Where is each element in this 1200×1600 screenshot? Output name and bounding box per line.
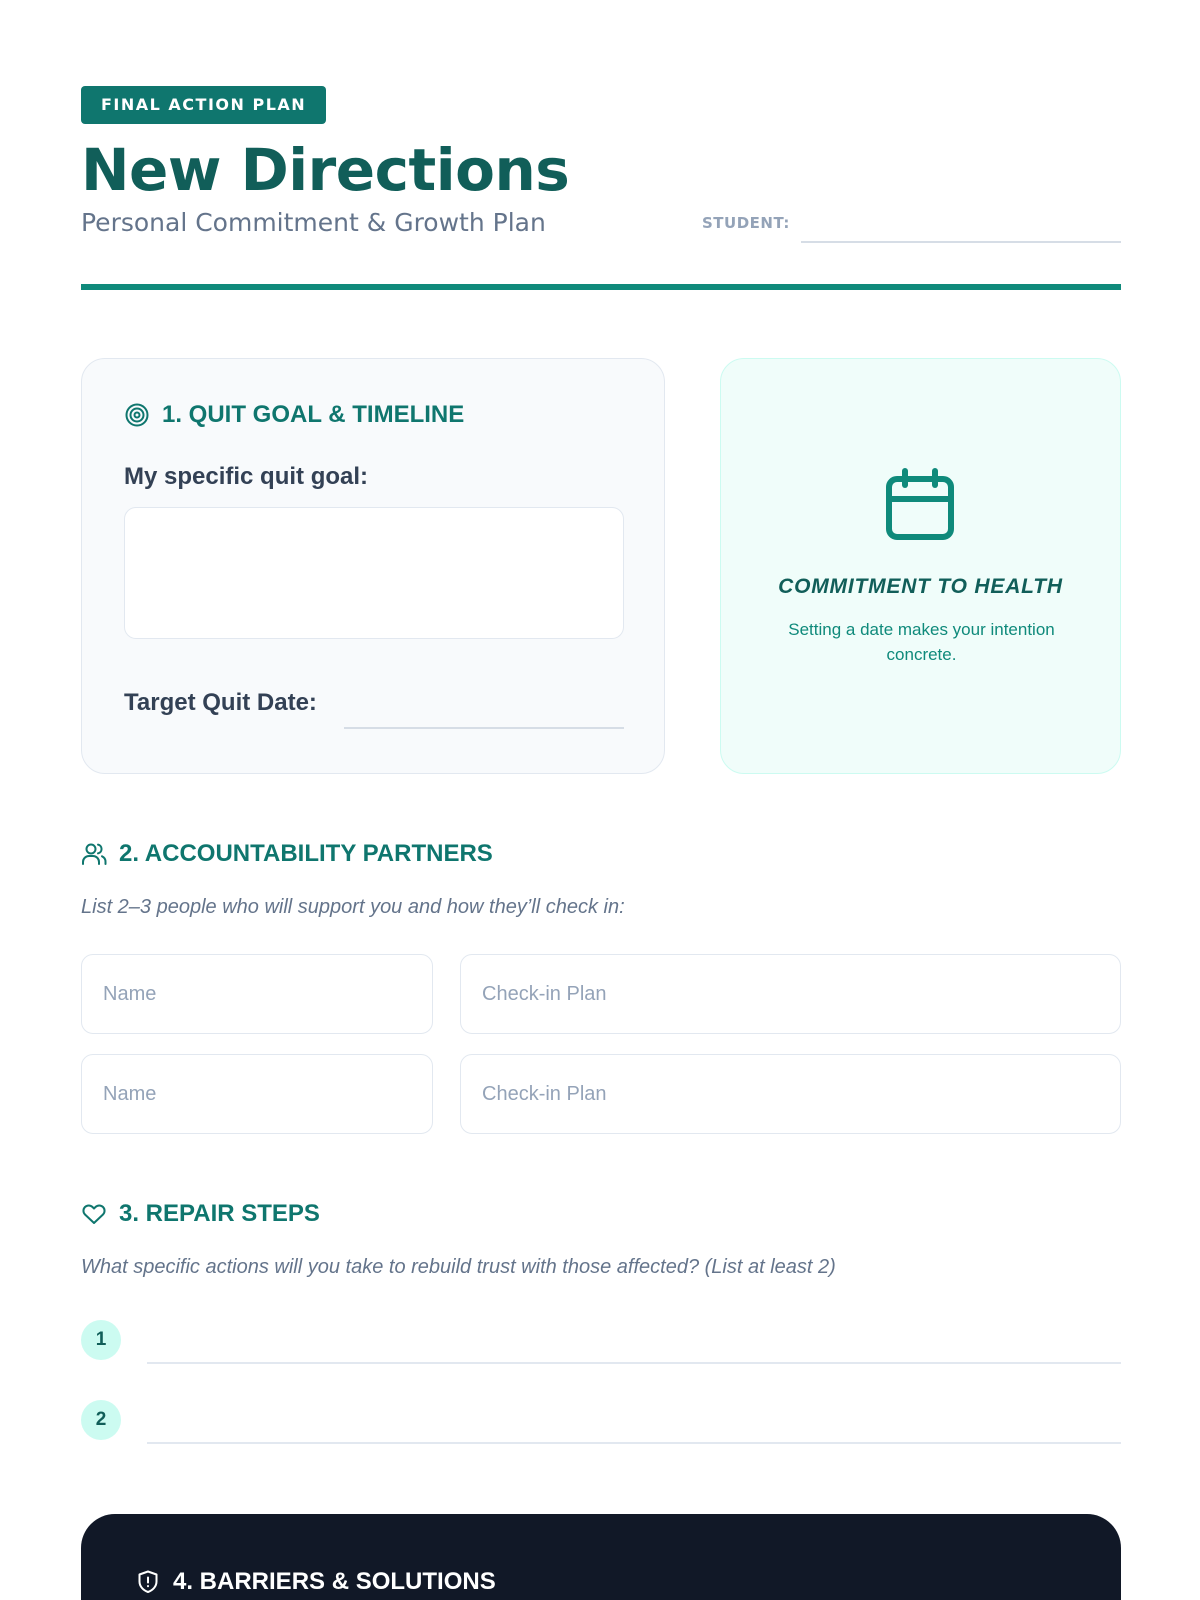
repair-step-field[interactable] [147, 1442, 1121, 1444]
partner-name-input[interactable]: Name [81, 954, 433, 1034]
commitment-card [720, 358, 1121, 774]
quit-goal-card [81, 358, 665, 774]
page-title: New Directions [81, 136, 570, 204]
partner-name-input[interactable]: Name [81, 1054, 433, 1134]
repair-steps-section [81, 1200, 836, 1278]
step-number-badge: 2 [81, 1400, 121, 1440]
section-quit-goal-title: 1. QUIT GOAL & TIMELINE [162, 401, 465, 428]
quit-date-label: Target Quit Date: [124, 689, 317, 716]
quit-goal-input[interactable] [124, 507, 624, 639]
repair-description: What specific actions will you take to rebuild trust with those affected? (List at least 2) [81, 1256, 836, 1278]
section-accountability-title: 2. ACCOUNTABILITY PARTNERS [119, 840, 493, 867]
section-repair-heading [81, 1200, 320, 1228]
step-number-badge: 1 [81, 1320, 121, 1360]
heart-icon [81, 1201, 107, 1227]
accountability-description: List 2–3 people who will support you and how they’ll check in: [81, 896, 625, 918]
target-icon [124, 402, 150, 428]
section-barriers-heading [135, 1568, 496, 1596]
repair-step-row [81, 1400, 1121, 1444]
repair-step-field[interactable] [147, 1362, 1121, 1364]
student-label: STUDENT: [702, 214, 790, 232]
commitment-title: COMMITMENT TO HEALTH [778, 575, 1063, 598]
page-subtitle: Personal Commitment & Growth Plan [81, 208, 546, 237]
partner-checkin-input[interactable]: Check-in Plan [460, 1054, 1121, 1134]
calendar-icon [883, 467, 957, 541]
student-name-field[interactable] [801, 241, 1121, 243]
accountability-section [81, 840, 625, 918]
action-plan-page [81, 86, 1121, 1595]
shield-icon [135, 1569, 161, 1595]
section-barriers-title: 4. BARRIERS & SOLUTIONS [173, 1568, 496, 1595]
section-quit-goal-heading [124, 401, 464, 429]
quit-date-field[interactable] [344, 727, 624, 729]
barriers-panel [81, 1514, 1121, 1600]
commitment-text: Setting a date makes your intention concrete. [788, 620, 1055, 664]
section-accountability-heading [81, 840, 493, 868]
partner-checkin-input[interactable]: Check-in Plan [460, 954, 1121, 1034]
repair-step-row [81, 1320, 1121, 1364]
section-repair-title: 3. REPAIR STEPS [119, 1200, 320, 1227]
header-divider [81, 284, 1121, 290]
quit-goal-label: My specific quit goal: [124, 463, 369, 490]
users-icon [81, 841, 107, 867]
plan-badge: FINAL ACTION PLAN [81, 86, 326, 124]
